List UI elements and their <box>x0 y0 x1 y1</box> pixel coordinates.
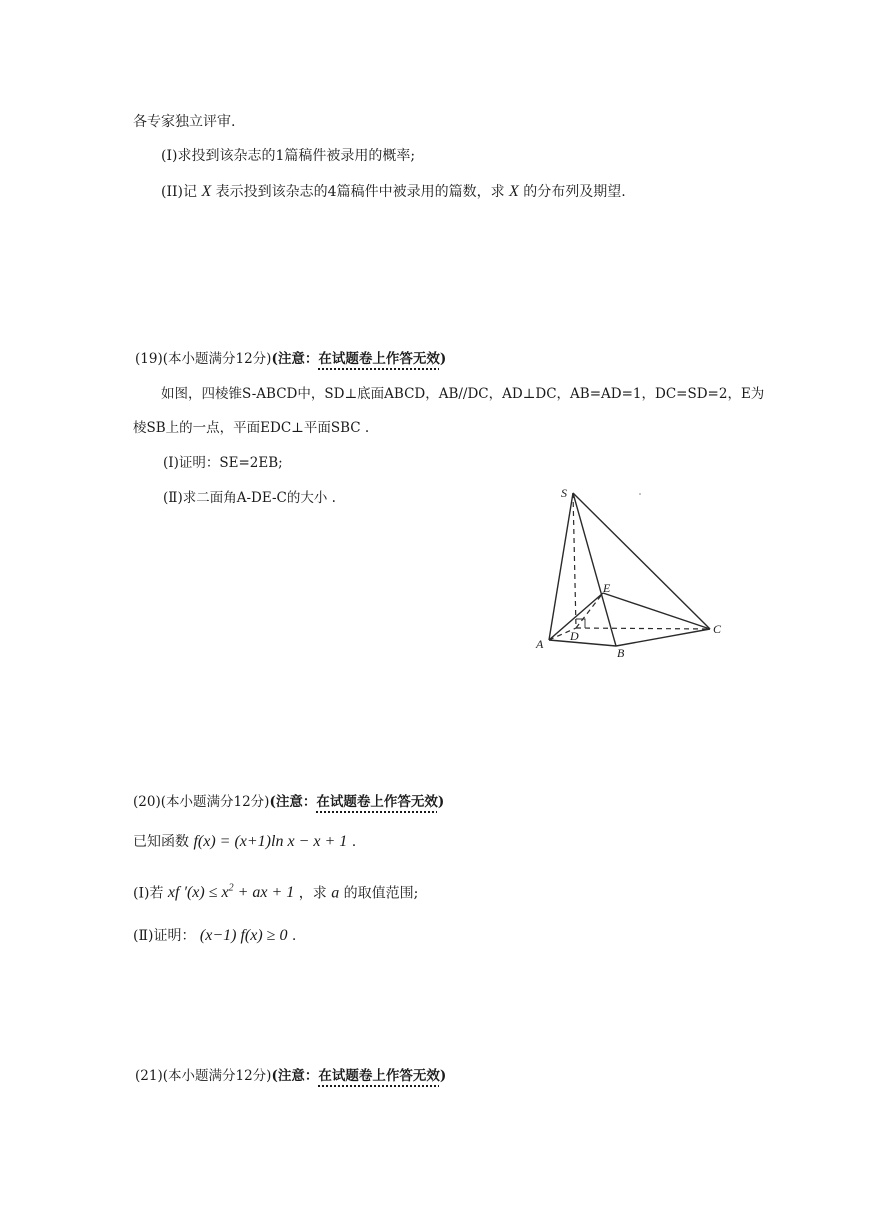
q18-part2 <box>161 182 626 202</box>
q20-part1-formula-rhs: + ax + 1 <box>233 884 295 902</box>
q20-number: (20)(本小题满分12分) <box>133 794 270 810</box>
q20-given-suffix: . <box>351 834 357 850</box>
label-b: B <box>617 646 625 660</box>
emphasis-dots: 在试题卷上作答无效 <box>318 1068 440 1084</box>
q18-part2-label: (II)记 <box>161 184 197 200</box>
q19-statement-line2: 棱SB上的一点，平面EDC⊥平面SBC . <box>133 420 370 436</box>
q19-part1: (Ⅰ)证明：SE=2EB; <box>163 455 283 471</box>
q20-part1-formula <box>168 884 294 901</box>
q18-var-x2: X <box>509 183 519 200</box>
q20-given <box>133 832 356 852</box>
label-d: D <box>570 629 579 643</box>
edge-sc <box>573 493 710 629</box>
q21-heading <box>135 1066 446 1086</box>
edge-dc-hidden <box>576 628 710 629</box>
q20-part1-exponent: 2 <box>228 883 234 894</box>
edge-sb <box>573 493 616 646</box>
q21-number: (21)(本小题满分12分) <box>135 1068 272 1084</box>
q20-part2-formula: (x−1) f(x) ≥ 0 <box>199 927 288 944</box>
q20-given-prefix: 已知函数 <box>133 834 189 850</box>
q19-heading <box>135 349 446 369</box>
q20-function-formula: f(x) = (x+1)ln x − x + 1 <box>193 833 348 850</box>
q21-note: (注意：在试题卷上作答无效) <box>271 1068 447 1084</box>
label-a: A <box>536 637 544 651</box>
edge-sd-hidden <box>573 493 576 628</box>
q18-part2-tail: 的分布列及期望. <box>523 184 626 200</box>
q20-part2-tail: . <box>291 928 297 944</box>
q18-var-x: X <box>201 183 212 200</box>
pyramid-figure <box>528 480 728 660</box>
edge-ab <box>549 640 616 646</box>
speck <box>639 493 641 495</box>
edge-ec <box>603 593 710 629</box>
edge-bc <box>616 629 710 646</box>
q20-part1-label: (Ⅰ)若 <box>133 885 164 902</box>
emphasis-dots: 在试题卷上作答无效 <box>316 794 438 810</box>
q19-statement-line1: 如图，四棱锥S-ABCD中，SD⊥底面ABCD，AB//DC，AD⊥DC，AB=AD=1，DC=SD=2，E为 <box>161 386 765 402</box>
q19-note: (注意：在试题卷上作答无效) <box>271 351 447 367</box>
q20-part1-formula-lhs: xf ′(x) ≤ x <box>167 884 229 902</box>
q18-part1: (I)求投到该杂志的1篇稿件被录用的概率; <box>161 148 416 164</box>
label-e: E <box>603 581 611 595</box>
q20-var-a: a <box>331 884 340 902</box>
label-s: S <box>561 486 567 500</box>
q20-part1-tail: 的取值范围; <box>343 885 419 902</box>
q18-continuation: 各专家独立评审. <box>133 114 236 130</box>
q20-heading <box>133 792 444 812</box>
q18-part2-text: 表示投到该杂志的4篇稿件中被录用的篇数，求 <box>215 184 505 200</box>
q20-note: (注意：在试题卷上作答无效) <box>269 794 445 810</box>
emphasis-dots: 在试题卷上作答无效 <box>318 351 440 367</box>
q20-part2-label: (Ⅱ)证明： <box>133 928 196 944</box>
edge-sa <box>549 493 573 640</box>
q20-part1-mid: ，求 <box>298 885 327 902</box>
q19-part2: (Ⅱ)求二面角A-DE-C的大小 . <box>163 490 336 506</box>
q20-part1 <box>133 879 418 903</box>
q19-number: (19)(本小题满分12分) <box>135 351 272 367</box>
label-c: C <box>713 622 722 636</box>
edge-de-hidden <box>576 593 603 628</box>
q20-part2 <box>133 926 296 946</box>
